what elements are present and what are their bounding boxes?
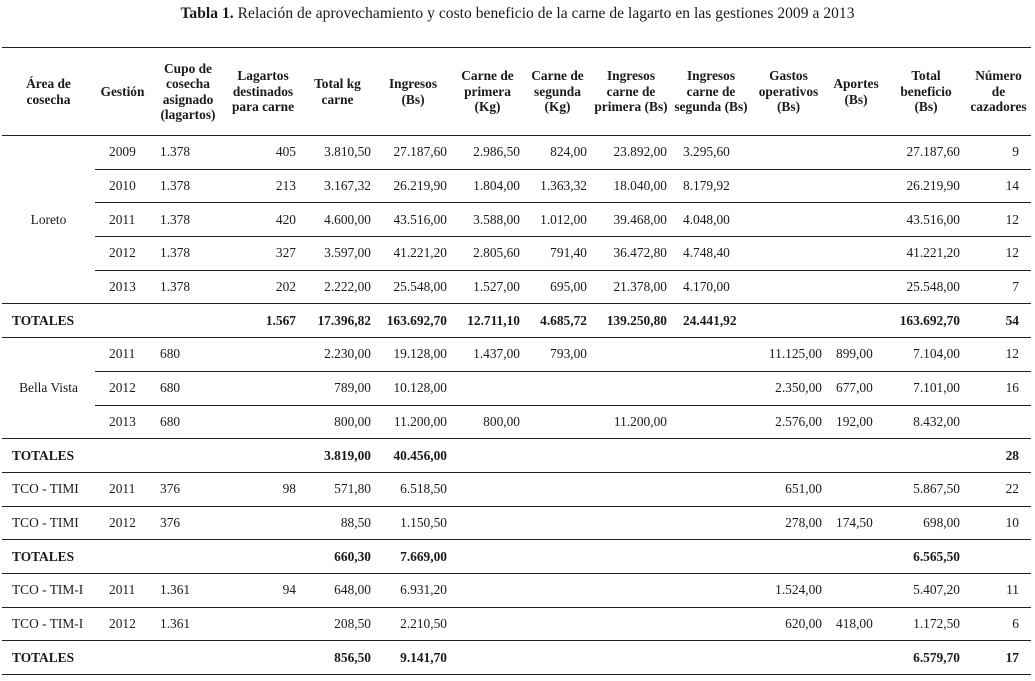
cell-beneficio: 5.407,20 (886, 573, 966, 607)
cell-ingresos-segunda (671, 540, 751, 574)
table-row (2, 203, 1031, 237)
caption-text: Relación de aprovechamiento y costo beneficio de la carne de lagarto en las gestiones 2009 a 2013 (233, 5, 855, 22)
table-header (2, 48, 1031, 136)
cell-gastos: 620,00 (751, 607, 826, 641)
cell-cazadores (966, 405, 1031, 439)
cell-cupo: 1.378 (150, 237, 226, 271)
cell-total-kg: 3.819,00 (300, 439, 375, 473)
cell-ingresos-primera: 11.200,00 (591, 405, 671, 439)
cell-carne-primera (451, 540, 524, 574)
cell-gastos (751, 270, 826, 304)
cell-carne-segunda (524, 472, 591, 506)
cell-total-kg: 2.222,00 (300, 270, 375, 304)
cell-beneficio: 8.432,00 (886, 405, 966, 439)
cell-gestion: 2013 (95, 270, 150, 304)
table-row (2, 506, 1031, 540)
cell-cupo: 1.378 (150, 203, 226, 237)
cell-gestion: 2012 (95, 237, 150, 271)
cell-carne-primera (451, 641, 524, 675)
cell-gastos (751, 304, 826, 338)
header-aportes: Aportes (Bs) (833, 76, 879, 107)
cell-beneficio: 7.101,00 (886, 371, 966, 405)
cell-cupo: 680 (150, 405, 226, 439)
cell-carne-primera (451, 371, 524, 405)
cell-total-kg: 88,50 (300, 506, 375, 540)
totals-label: TOTALES (2, 641, 95, 675)
cell-ingresos: 10.128,00 (375, 371, 451, 405)
cell-carne-primera: 3.588,00 (451, 203, 524, 237)
header-carne-primera: Carne de primera (Kg) (461, 68, 514, 115)
cell-cupo (150, 439, 226, 473)
cell-ingresos-segunda: 8.179,92 (671, 169, 751, 203)
cell-cupo: 1.361 (150, 607, 226, 641)
cell-aportes (826, 439, 886, 473)
table-row (2, 169, 1031, 203)
cell-gestion: 2012 (95, 371, 150, 405)
cell-ingresos-primera: 18.040,00 (591, 169, 671, 203)
cell-carne-primera (451, 472, 524, 506)
cell-gestion: 2012 (95, 607, 150, 641)
table-row (2, 237, 1031, 271)
cell-gestion: 2010 (95, 169, 150, 203)
header-beneficio: Total beneficio (Bs) (900, 68, 952, 115)
cell-lagartos (226, 439, 300, 473)
cell-area: TCO - TIMI (2, 472, 95, 506)
cell-area: Loreto (2, 136, 95, 304)
cell-total-kg: 800,00 (300, 405, 375, 439)
cell-gastos (751, 136, 826, 170)
table-row (2, 371, 1031, 405)
cell-cazadores: 54 (966, 304, 1031, 338)
cell-cazadores: 22 (966, 472, 1031, 506)
cell-ingresos: 43.516,00 (375, 203, 451, 237)
cell-carne-primera: 2.805,60 (451, 237, 524, 271)
cell-beneficio: 27.187,60 (886, 136, 966, 170)
header-gestion: Gestión (100, 83, 145, 99)
cell-gestion: 2011 (95, 338, 150, 372)
cell-cazadores: 6 (966, 607, 1031, 641)
cell-gestion (95, 304, 150, 338)
cell-gestion: 2011 (95, 573, 150, 607)
header-ingresos-primera: Ingresos carne de primera (Bs) (594, 68, 668, 115)
cell-beneficio (886, 439, 966, 473)
cell-cupo: 376 (150, 472, 226, 506)
cell-lagartos: 405 (226, 136, 300, 170)
table-row (2, 270, 1031, 304)
totals-row (2, 439, 1031, 473)
header-carne-segunda: Carne de segunda (Kg) (531, 68, 584, 115)
cell-aportes (826, 136, 886, 170)
cell-ingresos-segunda: 3.295,60 (671, 136, 751, 170)
cell-ingresos-segunda (671, 607, 751, 641)
cell-ingresos: 25.548,00 (375, 270, 451, 304)
cell-total-kg: 648,00 (300, 573, 375, 607)
cell-ingresos-segunda (671, 338, 751, 372)
cell-total-kg: 3.167,32 (300, 169, 375, 203)
cell-cupo: 680 (150, 371, 226, 405)
cell-area: TCO - TIM-I (2, 607, 95, 641)
cell-ingresos-primera: 23.892,00 (591, 136, 671, 170)
cell-ingresos-primera (591, 371, 671, 405)
cell-ingresos-primera: 39.468,00 (591, 203, 671, 237)
cell-ingresos-primera (591, 506, 671, 540)
cell-beneficio: 43.516,00 (886, 203, 966, 237)
cell-beneficio: 6.579,70 (886, 641, 966, 675)
cell-area: Bella Vista (2, 338, 95, 439)
cell-gastos: 651,00 (751, 472, 826, 506)
header-total-kg: Total kg carne (314, 76, 361, 107)
cell-beneficio: 5.867,50 (886, 472, 966, 506)
cell-gastos: 2.576,00 (751, 405, 826, 439)
cell-lagartos (226, 607, 300, 641)
cell-lagartos: 94 (226, 573, 300, 607)
cell-cazadores: 11 (966, 573, 1031, 607)
cell-ingresos-segunda (671, 641, 751, 675)
cell-cazadores: 10 (966, 506, 1031, 540)
cell-carne-segunda (524, 506, 591, 540)
cell-gastos: 1.524,00 (751, 573, 826, 607)
table-body (2, 136, 1031, 675)
cell-carne-segunda (524, 439, 591, 473)
cell-lagartos (226, 641, 300, 675)
cell-gastos: 11.125,00 (751, 338, 826, 372)
cell-cazadores: 9 (966, 136, 1031, 170)
cell-ingresos: 6.931,20 (375, 573, 451, 607)
cell-carne-segunda (524, 405, 591, 439)
cell-gastos (751, 237, 826, 271)
header-area: Área de cosecha (26, 76, 71, 107)
cell-lagartos (226, 338, 300, 372)
cell-total-kg: 17.396,82 (300, 304, 375, 338)
cell-total-kg: 4.600,00 (300, 203, 375, 237)
table-row (2, 472, 1031, 506)
header-row (2, 48, 1031, 136)
data-table (2, 47, 1031, 675)
cell-cazadores (966, 540, 1031, 574)
cell-gestion: 2013 (95, 405, 150, 439)
cell-cupo: 1.361 (150, 573, 226, 607)
cell-ingresos-segunda: 4.170,00 (671, 270, 751, 304)
cell-aportes (826, 641, 886, 675)
cell-aportes: 174,50 (826, 506, 886, 540)
cell-aportes: 899,00 (826, 338, 886, 372)
table-row (2, 338, 1031, 372)
cell-ingresos: 163.692,70 (375, 304, 451, 338)
cell-lagartos (226, 405, 300, 439)
cell-aportes (826, 203, 886, 237)
cell-gestion: 2009 (95, 136, 150, 170)
cell-total-kg: 660,30 (300, 540, 375, 574)
totals-label: TOTALES (2, 304, 95, 338)
cell-cazadores: 16 (966, 371, 1031, 405)
cell-beneficio: 25.548,00 (886, 270, 966, 304)
cell-total-kg: 571,80 (300, 472, 375, 506)
header-cazadores: Número de cazadores (970, 68, 1027, 115)
cell-carne-segunda (524, 641, 591, 675)
cell-carne-segunda (524, 607, 591, 641)
cell-carne-segunda: 824,00 (524, 136, 591, 170)
totals-row (2, 641, 1031, 675)
cell-ingresos-segunda (671, 405, 751, 439)
cell-gestion (95, 439, 150, 473)
cell-carne-primera: 1.527,00 (451, 270, 524, 304)
cell-carne-segunda: 1.012,00 (524, 203, 591, 237)
cell-total-kg: 208,50 (300, 607, 375, 641)
cell-carne-primera: 800,00 (451, 405, 524, 439)
cell-ingresos: 27.187,60 (375, 136, 451, 170)
cell-cupo: 1.378 (150, 270, 226, 304)
cell-cupo: 1.378 (150, 136, 226, 170)
cell-aportes: 677,00 (826, 371, 886, 405)
cell-carne-segunda: 1.363,32 (524, 169, 591, 203)
table-row (2, 607, 1031, 641)
cell-ingresos-primera (591, 338, 671, 372)
cell-ingresos-segunda (671, 472, 751, 506)
cell-ingresos-segunda (671, 573, 751, 607)
header-gastos: Gastos operativos (Bs) (758, 68, 819, 115)
header-ingresos: Ingresos (Bs) (388, 76, 438, 107)
cell-ingresos-segunda (671, 371, 751, 405)
cell-ingresos-segunda: 24.441,92 (671, 304, 751, 338)
cell-aportes (826, 270, 886, 304)
cell-cazadores: 12 (966, 237, 1031, 271)
cell-area: TCO - TIMI (2, 506, 95, 540)
cell-lagartos: 420 (226, 203, 300, 237)
cell-gastos (751, 641, 826, 675)
cell-cupo (150, 540, 226, 574)
cell-ingresos: 26.219,90 (375, 169, 451, 203)
cell-total-kg: 3.810,50 (300, 136, 375, 170)
cell-ingresos: 11.200,00 (375, 405, 451, 439)
totals-label: TOTALES (2, 540, 95, 574)
table-row (2, 136, 1031, 170)
cell-carne-segunda (524, 540, 591, 574)
cell-cupo: 376 (150, 506, 226, 540)
cell-ingresos: 41.221,20 (375, 237, 451, 271)
cell-gestion (95, 641, 150, 675)
cell-cazadores: 7 (966, 270, 1031, 304)
cell-aportes: 418,00 (826, 607, 886, 641)
cell-carne-primera (451, 607, 524, 641)
cell-ingresos-primera (591, 641, 671, 675)
cell-cupo: 1.378 (150, 169, 226, 203)
cell-gastos (751, 203, 826, 237)
cell-total-kg: 856,50 (300, 641, 375, 675)
cell-ingresos: 6.518,50 (375, 472, 451, 506)
cell-ingresos: 9.141,70 (375, 641, 451, 675)
cell-beneficio: 41.221,20 (886, 237, 966, 271)
cell-lagartos: 213 (226, 169, 300, 203)
cell-cazadores: 12 (966, 338, 1031, 372)
table-row (2, 573, 1031, 607)
header-ingresos-segunda: Ingresos carne de segunda (Bs) (674, 68, 748, 115)
cell-beneficio: 7.104,00 (886, 338, 966, 372)
cell-carne-primera (451, 506, 524, 540)
cell-cupo (150, 641, 226, 675)
cell-gastos (751, 439, 826, 473)
cell-beneficio: 26.219,90 (886, 169, 966, 203)
cell-total-kg: 3.597,00 (300, 237, 375, 271)
cell-carne-primera: 12.711,10 (451, 304, 524, 338)
cell-ingresos-primera: 139.250,80 (591, 304, 671, 338)
cell-carne-segunda (524, 371, 591, 405)
totals-row (2, 304, 1031, 338)
cell-ingresos-segunda: 4.048,00 (671, 203, 751, 237)
cell-gestion (95, 540, 150, 574)
cell-carne-segunda: 791,40 (524, 237, 591, 271)
table-row (2, 405, 1031, 439)
cell-gastos (751, 169, 826, 203)
cell-lagartos: 327 (226, 237, 300, 271)
cell-gastos (751, 540, 826, 574)
cell-carne-segunda: 793,00 (524, 338, 591, 372)
cell-total-kg: 2.230,00 (300, 338, 375, 372)
totals-row (2, 540, 1031, 574)
cell-total-kg: 789,00 (300, 371, 375, 405)
cell-ingresos-primera (591, 540, 671, 574)
cell-ingresos-primera (591, 573, 671, 607)
cell-lagartos: 1.567 (226, 304, 300, 338)
cell-ingresos-primera (591, 439, 671, 473)
cell-ingresos-primera: 21.378,00 (591, 270, 671, 304)
cell-ingresos-primera (591, 607, 671, 641)
cell-gestion: 2012 (95, 506, 150, 540)
cell-aportes (826, 472, 886, 506)
cell-lagartos (226, 540, 300, 574)
cell-ingresos-segunda: 4.748,40 (671, 237, 751, 271)
cell-cazadores: 14 (966, 169, 1031, 203)
cell-ingresos: 2.210,50 (375, 607, 451, 641)
cell-beneficio: 1.172,50 (886, 607, 966, 641)
cell-cazadores: 12 (966, 203, 1031, 237)
cell-lagartos (226, 371, 300, 405)
cell-gestion: 2011 (95, 472, 150, 506)
cell-carne-primera: 1.804,00 (451, 169, 524, 203)
cell-carne-primera (451, 573, 524, 607)
cell-ingresos: 19.128,00 (375, 338, 451, 372)
header-cupo: Cupo de cosecha asignado (lagartos) (160, 60, 216, 122)
cell-aportes: 192,00 (826, 405, 886, 439)
cell-beneficio: 163.692,70 (886, 304, 966, 338)
cell-ingresos-segunda (671, 439, 751, 473)
cell-carne-segunda: 4.685,72 (524, 304, 591, 338)
cell-carne-primera: 1.437,00 (451, 338, 524, 372)
cell-carne-primera: 2.986,50 (451, 136, 524, 170)
cell-carne-primera (451, 439, 524, 473)
totals-label: TOTALES (2, 439, 95, 473)
cell-carne-segunda (524, 573, 591, 607)
cell-aportes (826, 573, 886, 607)
cell-gestion: 2011 (95, 203, 150, 237)
cell-lagartos: 202 (226, 270, 300, 304)
cell-aportes (826, 169, 886, 203)
cell-ingresos: 1.150,50 (375, 506, 451, 540)
cell-ingresos: 7.669,00 (375, 540, 451, 574)
cell-cupo: 680 (150, 338, 226, 372)
cell-area: TCO - TIM-I (2, 573, 95, 607)
cell-lagartos (226, 506, 300, 540)
caption-label: Tabla 1. (180, 5, 234, 22)
cell-aportes (826, 540, 886, 574)
table-caption (0, 5, 1035, 23)
cell-ingresos: 40.456,00 (375, 439, 451, 473)
cell-beneficio: 698,00 (886, 506, 966, 540)
cell-gastos: 278,00 (751, 506, 826, 540)
cell-cazadores: 28 (966, 439, 1031, 473)
header-lagartos: Lagartos destinados para carne (231, 68, 295, 115)
cell-aportes (826, 237, 886, 271)
cell-ingresos-primera (591, 472, 671, 506)
cell-ingresos-segunda (671, 506, 751, 540)
cell-beneficio: 6.565,50 (886, 540, 966, 574)
cell-gastos: 2.350,00 (751, 371, 826, 405)
cell-lagartos: 98 (226, 472, 300, 506)
cell-ingresos-primera: 36.472,80 (591, 237, 671, 271)
cell-aportes (826, 304, 886, 338)
cell-cupo (150, 304, 226, 338)
cell-cazadores: 17 (966, 641, 1031, 675)
cell-carne-segunda: 695,00 (524, 270, 591, 304)
